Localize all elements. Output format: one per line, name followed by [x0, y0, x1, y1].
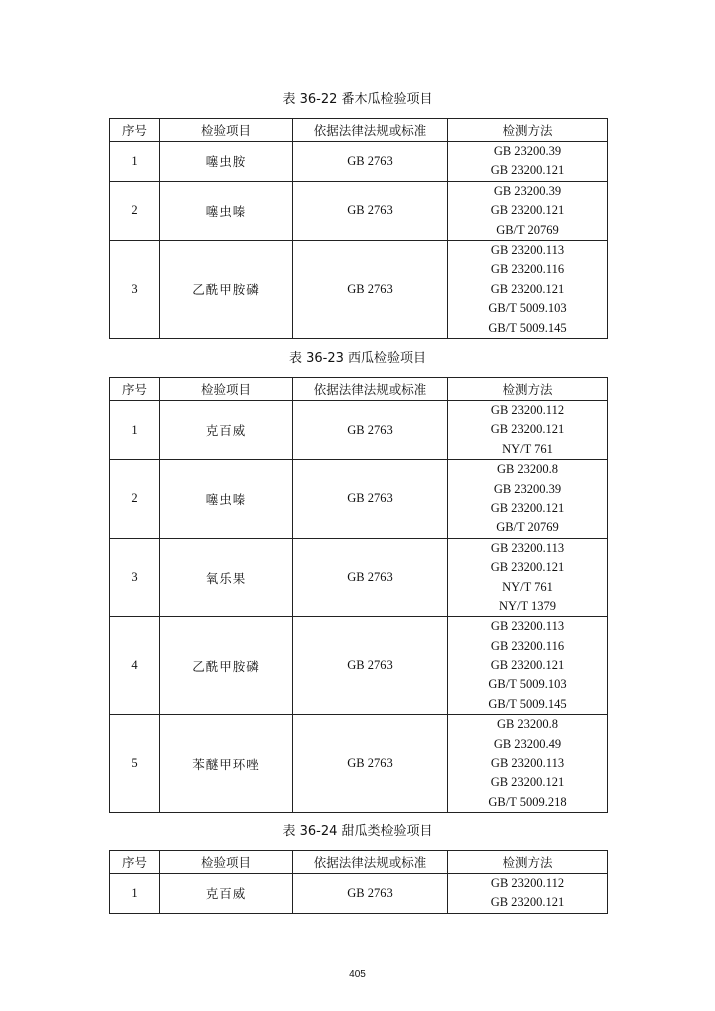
header-no: 序号	[110, 378, 160, 401]
method-line: GB 23200.121	[490, 203, 565, 218]
method-line: GB/T 5009.103	[488, 677, 567, 692]
method-line: GB 23200.112	[490, 876, 565, 890]
cell-inspection-item: 克百威	[160, 401, 293, 460]
cell-standard: GB 2763	[293, 874, 448, 914]
cell-standard: GB 2763	[293, 460, 448, 539]
method-line: GB/T 5009.103	[488, 301, 567, 316]
method-line: GB 23200.121	[490, 422, 565, 437]
header-standard: 依据法律法规或标准	[293, 851, 448, 874]
cell-standard: GB 2763	[293, 538, 448, 617]
method-line: NY/T 761	[502, 441, 553, 456]
cell-serial-no: 1	[110, 874, 160, 914]
method-line: GB/T 20769	[496, 222, 559, 237]
table-row	[110, 401, 608, 460]
table-row	[110, 874, 608, 914]
method-line: GB/T 5009.145	[488, 696, 567, 711]
cell-test-methods	[448, 181, 608, 240]
method-line: GB 23200.121	[490, 775, 565, 790]
cell-standard: GB 2763	[293, 181, 448, 240]
header-item: 检验项目	[160, 119, 293, 142]
cell-standard: GB 2763	[293, 401, 448, 460]
table-caption: 表 36-23 西瓜检验项目	[288, 351, 427, 366]
method-line: NY/T 761	[502, 579, 553, 594]
cell-standard: GB 2763	[293, 715, 448, 813]
method-line: GB/T 20769	[496, 520, 559, 535]
method-line: GB 23200.116	[490, 638, 565, 653]
cell-inspection-item: 克百威	[160, 874, 293, 914]
method-line: GB 23200.112	[490, 403, 565, 417]
method-line: GB 23200.116	[490, 262, 565, 277]
table-row	[110, 142, 608, 182]
cell-serial-no: 4	[110, 617, 160, 715]
table-caption: 表 36-22 番木瓜检验项目	[282, 92, 433, 107]
cell-standard: GB 2763	[293, 142, 448, 182]
method-line: GB/T 5009.218	[488, 794, 567, 809]
cell-serial-no: 1	[110, 142, 160, 182]
cell-test-methods	[448, 460, 608, 539]
table-row	[110, 460, 608, 539]
cell-test-methods	[448, 401, 608, 460]
method-line: GB 23200.113	[490, 756, 565, 771]
header-no: 序号	[110, 851, 160, 874]
table-caption: 表 36-24 甜瓜类检验项目	[282, 824, 433, 839]
method-line: GB 23200.8	[496, 462, 559, 477]
cell-standard: GB 2763	[293, 240, 448, 338]
method-line: GB 23200.113	[490, 540, 565, 555]
cell-test-methods	[448, 142, 608, 182]
header-method: 检测方法	[448, 119, 608, 142]
method-line: GB 23200.121	[490, 500, 565, 515]
cell-inspection-item: 噻虫嗪	[160, 460, 293, 539]
method-line: GB 23200.121	[490, 281, 565, 296]
method-line: GB 23200.113	[490, 242, 565, 257]
method-line: GB 23200.39	[493, 183, 562, 198]
cell-test-methods	[448, 715, 608, 813]
table-row	[110, 715, 608, 813]
cell-inspection-item: 苯醚甲环唑	[160, 715, 293, 813]
page-number: 405	[349, 969, 366, 980]
header-no: 序号	[110, 119, 160, 142]
method-line: GB 23200.113	[490, 619, 565, 634]
header-item: 检验项目	[160, 851, 293, 874]
cell-inspection-item: 噻虫胺	[160, 142, 293, 182]
cell-serial-no: 2	[110, 460, 160, 539]
cell-test-methods	[448, 874, 608, 914]
header-standard: 依据法律法规或标准	[293, 378, 448, 401]
cell-inspection-item: 噻虫嗪	[160, 181, 293, 240]
cell-serial-no: 5	[110, 715, 160, 813]
method-line: GB 23200.121	[490, 658, 565, 673]
cell-inspection-item: 乙酰甲胺磷	[160, 240, 293, 338]
method-line: GB 23200.39	[493, 481, 562, 496]
table-header-row	[110, 119, 608, 142]
inspection-table	[109, 850, 608, 914]
method-line: NY/T 1379	[498, 598, 557, 613]
inspection-table	[109, 377, 608, 813]
table-row	[110, 181, 608, 240]
cell-test-methods	[448, 617, 608, 715]
method-line: GB 23200.8	[496, 717, 559, 732]
inspection-table	[109, 118, 608, 339]
table-header-row	[110, 378, 608, 401]
cell-test-methods	[448, 538, 608, 617]
cell-inspection-item: 乙酰甲胺磷	[160, 617, 293, 715]
table-row	[110, 617, 608, 715]
method-line: GB/T 5009.145	[488, 320, 567, 335]
cell-serial-no: 3	[110, 240, 160, 338]
method-line: GB 23200.121	[490, 163, 565, 178]
header-method: 检测方法	[448, 851, 608, 874]
cell-serial-no: 3	[110, 538, 160, 617]
method-line: GB 23200.49	[493, 736, 562, 751]
cell-serial-no: 1	[110, 401, 160, 460]
cell-inspection-item: 氧乐果	[160, 538, 293, 617]
method-line: GB 23200.39	[493, 144, 562, 158]
cell-test-methods	[448, 240, 608, 338]
header-standard: 依据法律法规或标准	[293, 119, 448, 142]
method-line: GB 23200.121	[490, 895, 565, 910]
cell-serial-no: 2	[110, 181, 160, 240]
header-item: 检验项目	[160, 378, 293, 401]
table-header-row	[110, 851, 608, 874]
method-line: GB 23200.121	[490, 560, 565, 575]
cell-standard: GB 2763	[293, 617, 448, 715]
header-method: 检测方法	[448, 378, 608, 401]
table-row	[110, 240, 608, 338]
table-row	[110, 538, 608, 617]
